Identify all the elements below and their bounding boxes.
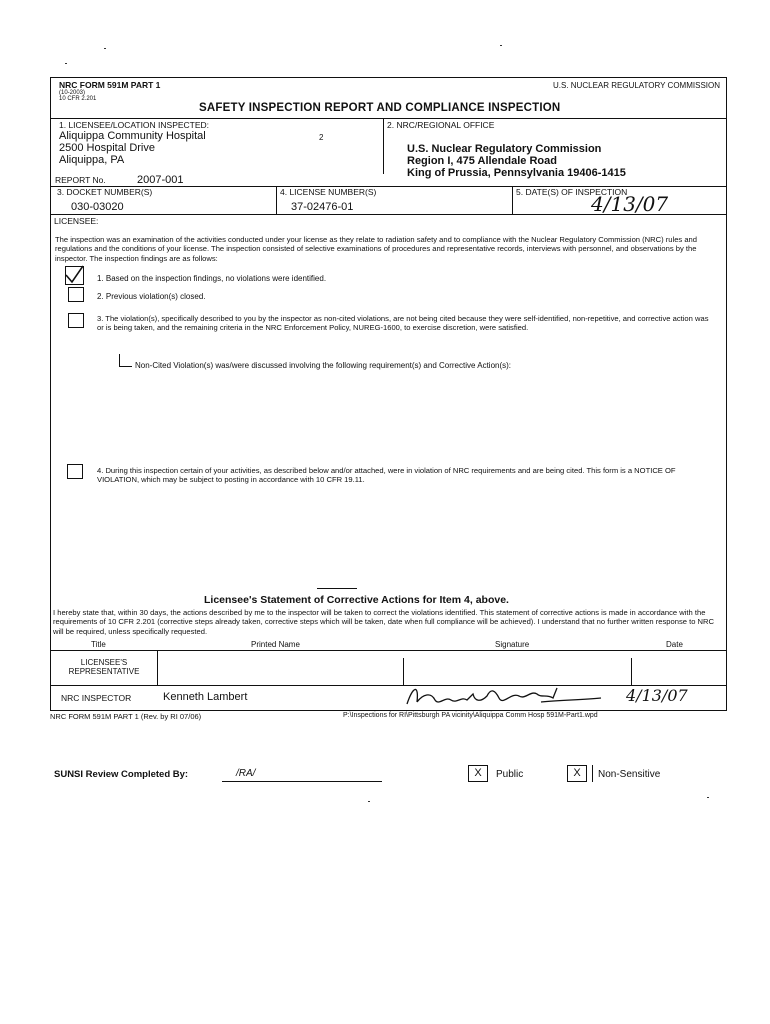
licensee-rep-label-1: LICENSEE'S (80, 658, 128, 667)
form-title: SAFETY INSPECTION REPORT AND COMPLIANCE INSPECTION (199, 102, 561, 114)
rule (592, 765, 593, 782)
item2-checkbox[interactable] (68, 287, 84, 302)
licensee-name: Aliquippa Community Hospital (59, 130, 206, 142)
licensee-location-label: 1. LICENSEE/LOCATION INSPECTED: (59, 120, 210, 130)
checkmark-icon (64, 265, 83, 284)
item2-text: 2. Previous violation(s) closed. (97, 292, 206, 301)
item3-checkbox[interactable] (68, 313, 84, 328)
item3-text: 3. The violation(s), specifically described to you by the inspector as non-cited violations, are not being cited because they were self-identified, non-repetitive, and corrective action was or is being taken, and the remaining criteria in the NRC Enforcement Policy, NUREG-1600, to exercise discretion, were satisfied. (97, 314, 709, 333)
inspection-date-handwritten: 4/13/07 (591, 192, 669, 216)
non-sensitive-checkbox[interactable]: X (567, 765, 587, 782)
license-number: 37-02476-01 (291, 201, 354, 213)
corrective-actions-heading: Licensee's Statement of Corrective Actions for Item 4, above. (204, 594, 509, 606)
licensee-city: Aliquippa, PA (59, 154, 125, 166)
scan-speck (707, 797, 709, 798)
rule (51, 685, 726, 686)
scan-speck (368, 801, 370, 802)
item1-checkbox[interactable] (65, 266, 84, 285)
rule (51, 118, 726, 119)
item1-text: 1. Based on the inspection findings, no violations were identified. (97, 274, 327, 283)
item4-text: 4. During this inspection certain of your activities, as described below and/or attached, were in violation of NRC requirements and are being cited. This form is a NOTICE OF VIOLATION, which may be subject to posting in accordance with 10 CFR 19.11. (97, 466, 676, 485)
rule (51, 214, 726, 215)
inspection-form (50, 77, 727, 711)
inspection-intro-text: The inspection was an examination of the activities conducted under your license as they relate to radiation safety and to compliance with the Nuclear Regulatory Commission (NRC) rules and regulations and the conditions of your license. The inspection consisted of selective examinations of procedures and representative records, interviews with personnel, and observations by the inspector. The inspection findings are as follows: (55, 235, 697, 263)
nrc-office-name: U.S. Nuclear Regulatory Commission (407, 143, 602, 155)
form-revision: NRC FORM 591M PART 1 (Rev. by RI 07/06) (50, 712, 202, 721)
non-sensitive-label: Non-Sensitive (598, 769, 661, 780)
rule (276, 186, 277, 214)
licensee-rep-label (57, 658, 151, 676)
rule (403, 658, 404, 685)
ncv-checkbox[interactable] (119, 354, 132, 367)
col-signature: Signature (495, 640, 530, 649)
scan-speck (104, 48, 106, 49)
docket-number: 030-03020 (71, 201, 124, 213)
report-no-label: REPORT No. (55, 175, 106, 185)
col-date: Date (666, 640, 683, 649)
licensee-street: 2500 Hospital Drive (59, 142, 155, 154)
sunsi-reviewer: /RA/ (236, 768, 256, 779)
nrc-inspector-label: NRC INSPECTOR (61, 693, 132, 703)
rule (222, 781, 382, 782)
nrc-office-address: Region I, 475 Allendale Road (407, 155, 557, 167)
rule (51, 650, 726, 651)
report-no: 2007-001 (137, 174, 184, 186)
rule (631, 658, 632, 685)
licensee-rep-label-2: REPRESENTATIVE (68, 667, 140, 676)
col-title: Title (91, 640, 106, 649)
stray-mark: 2 (319, 133, 324, 142)
licensee-section-label: LICENSEE: (54, 216, 99, 226)
public-label: Public (496, 769, 524, 780)
license-number-label: 4. LICENSE NUMBER(S) (280, 187, 377, 197)
regional-office-label: 2. NRC/REGIONAL OFFICE (387, 120, 495, 130)
nrc-office-city: King of Prussia, Pennsylvania 19406-1415 (407, 167, 626, 179)
cfr-small: 10 CFR 2.201 (59, 96, 97, 102)
docket-label: 3. DOCKET NUMBER(S) (57, 187, 153, 197)
rule (157, 650, 158, 685)
file-path: P:\Inspections for RI\Pittsburgh PA vicinity\Aliquippa Comm Hosp 591M-Part1.wpd (343, 712, 598, 719)
rule (383, 118, 384, 174)
item4-checkbox[interactable] (67, 464, 83, 479)
nrc-inspector-name: Kenneth Lambert (163, 691, 248, 703)
inspection-dates-label: 5. DATE(S) OF INSPECTION (516, 187, 628, 197)
form-id: NRC FORM 591M PART 1 (59, 80, 161, 90)
scan-speck (65, 63, 67, 64)
public-checkbox[interactable]: X (468, 765, 488, 782)
inspector-signature (401, 682, 621, 712)
rule (512, 186, 513, 214)
sunsi-label: SUNSI Review Completed By: (54, 769, 189, 780)
corrective-actions-statement: I hereby state that, within 30 days, the actions described by me to the inspector will be taken to correct the violations identified. This statement of corrective actions is made in accordance with the requirements of 10 CFR 2.201 (corrective steps already taken, corrective steps which will be taken, date when full compliance will be achieved). I understand that no further written response to NRC will be required, unless specifically requested. (53, 608, 714, 636)
col-printed-name: Printed Name (251, 640, 300, 649)
form-rev-small: (10-2003) (59, 90, 86, 96)
ncv-text: Non-Cited Violation(s) was/were discussed involving the following requirement(s) and Corrective Action(s): (135, 361, 512, 370)
agency-name: U.S. NUCLEAR REGULATORY COMMISSION (553, 81, 720, 90)
rule (317, 588, 357, 589)
inspector-date-handwritten: 4/13/07 (626, 686, 688, 705)
scan-speck (500, 45, 502, 46)
